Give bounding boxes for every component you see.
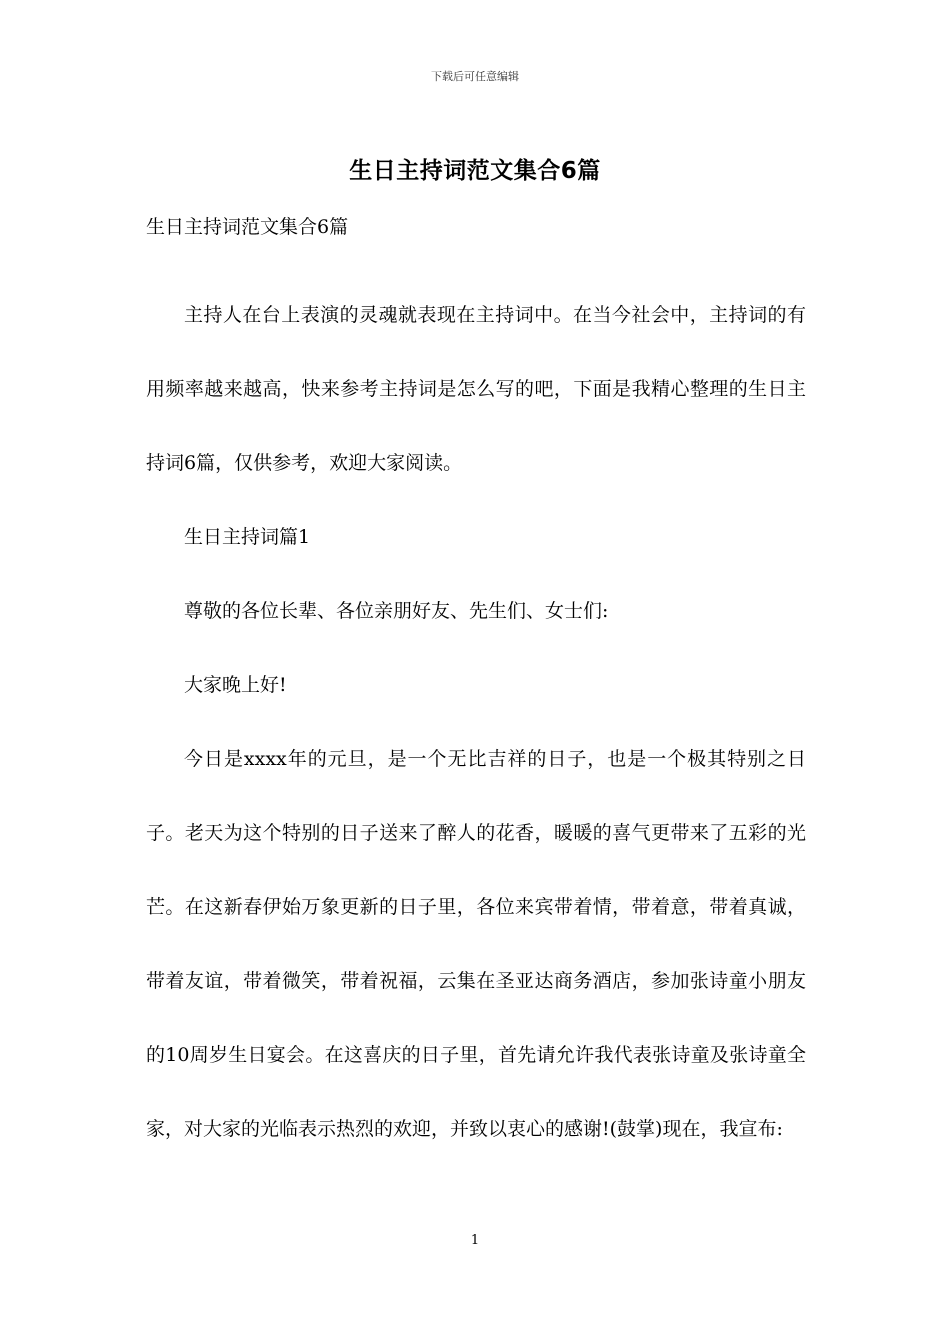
paragraph-salutation: 尊敬的各位长辈、各位亲朋好友、先生们、女士们: [184,600,609,622]
document-subtitle: 生日主持词范文集合6篇 [146,216,349,238]
paragraph-greeting: 大家晚上好! [184,674,287,696]
document-title: 生日主持词范文集合6篇 [349,158,601,184]
paragraph-intro: 主持人在台上表演的灵魂就表现在主持词中。在当今社会中，主持词的有用频率越来越高，快来参考主持词是怎么写的吧，下面是我精心整理的生日主持词6篇，仅供参考，欢迎大家阅读。 [146,304,806,474]
paragraph-opening: 今日是xxxx年的元旦，是一个无比吉祥的日子，也是一个极其特别之日子。老天为这个特别的日子送来了醉人的花香，暖暖的喜气更带来了五彩的光芒。在这新春伊始万象更新的日子里，各位来宾带着情，带着意，带着真诚，带着友谊，带着微笑，带着祝福，云集在圣亚达商务酒店，参加张诗童小朋友的10周岁生日宴会。在这喜庆的日子里，首先请允许我代表张诗童及张诗童全家，对大家的光临表示热烈的欢迎，并致以衷心的感谢!(鼓掌)现在，我宣布: [146,748,806,1140]
page-number: 1 [470,1233,480,1248]
header-note: 下载后可任意编辑 [431,70,519,83]
document-body [146,278,806,1166]
section-heading: 生日主持词篇1 [184,526,311,548]
